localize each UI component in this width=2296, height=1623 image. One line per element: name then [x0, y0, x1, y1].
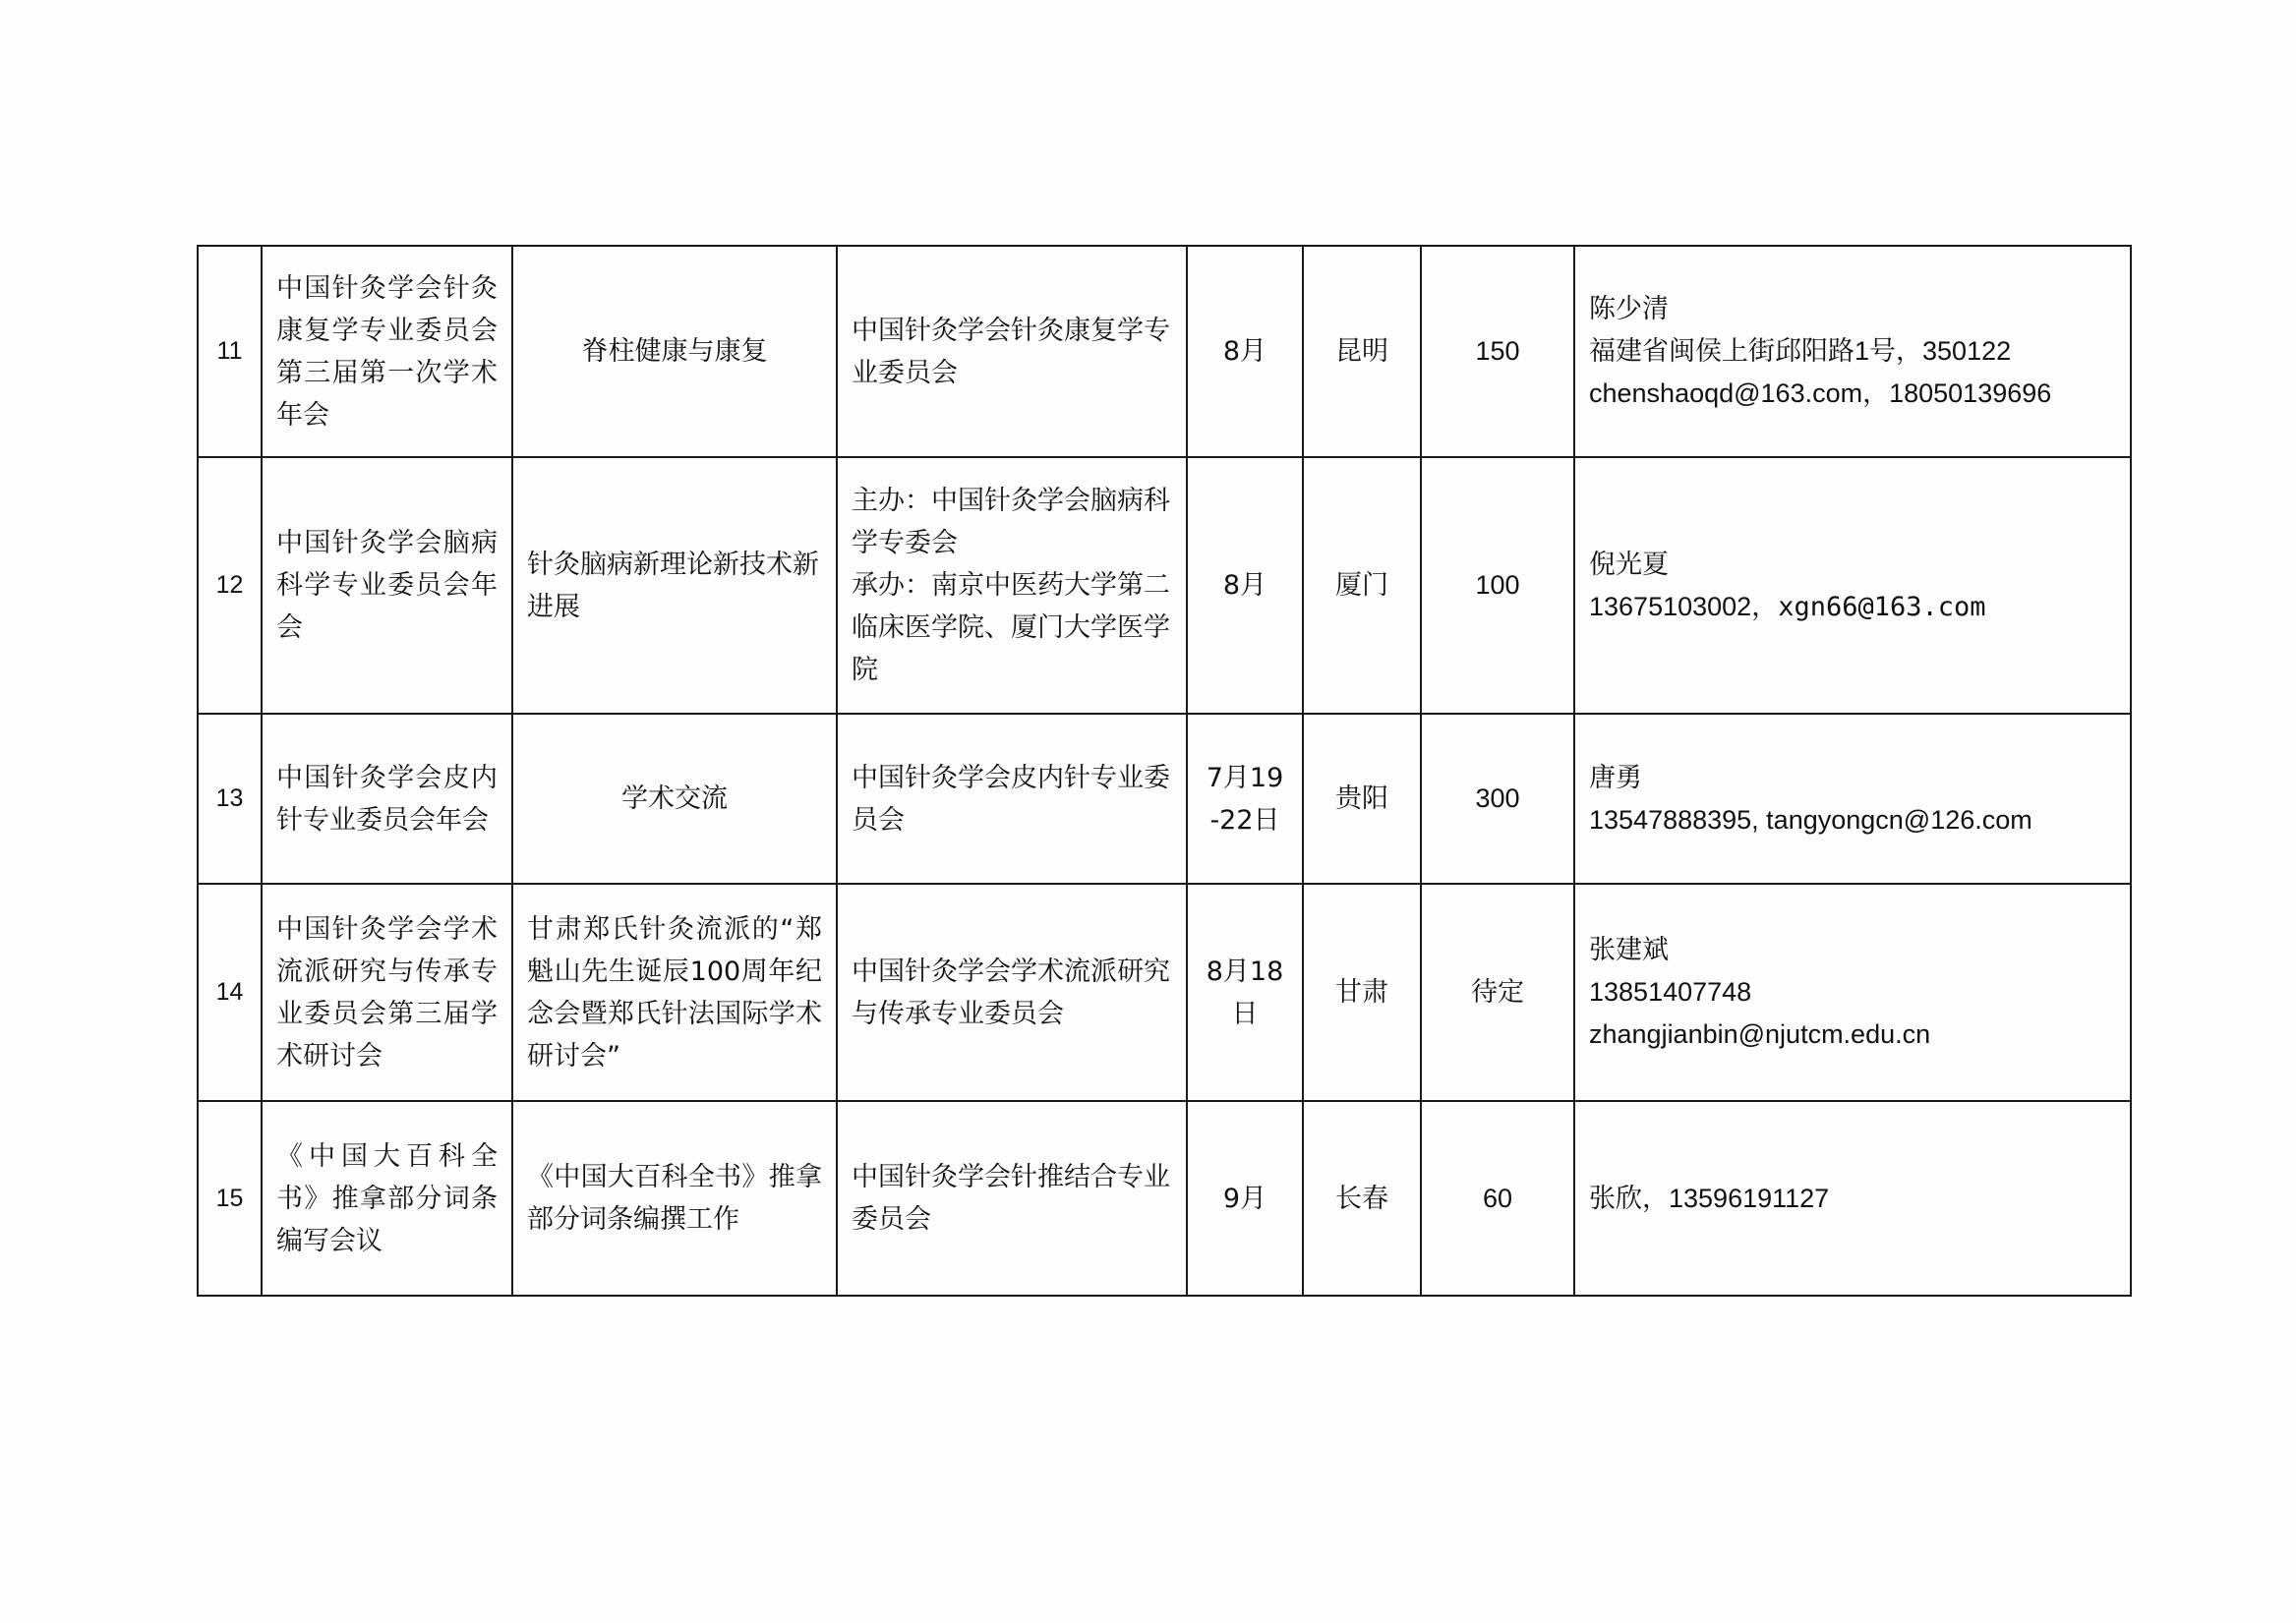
meeting-theme: 脊柱健康与康复 [512, 246, 837, 457]
row-number: 12 [198, 457, 262, 714]
meeting-name: 中国针灸学会皮内针专业委员会年会 [262, 714, 512, 884]
attendee-count: 300 [1421, 714, 1574, 884]
meeting-place: 昆明 [1303, 246, 1421, 457]
meeting-date: 8月 [1187, 246, 1303, 457]
table-row [198, 457, 2131, 714]
meeting-organizer [837, 457, 1187, 714]
meeting-place: 厦门 [1303, 457, 1421, 714]
meeting-name: 中国针灸学会学术流派研究与传承专业委员会第三届学术研讨会 [262, 884, 512, 1101]
row-number: 11 [198, 246, 262, 457]
meeting-organizer: 中国针灸学会针推结合专业委员会 [837, 1101, 1187, 1296]
attendee-count: 待定 [1421, 884, 1574, 1101]
contact-name-phone: 张欣，13596191127 [1589, 1183, 1830, 1213]
table-row [198, 1101, 2131, 1296]
contact-email: zhangjianbin@njutcm.edu.cn [1589, 1019, 1931, 1049]
contact-phone: 13675103002， [1589, 591, 1779, 621]
meeting-organizer: 中国针灸学会皮内针专业委员会 [837, 714, 1187, 884]
meeting-place: 长春 [1303, 1101, 1421, 1296]
meeting-date: 7月19-22日 [1187, 714, 1303, 884]
contact-name: 倪光夏 [1589, 549, 1669, 579]
meeting-name: 中国针灸学会针灸康复学专业委员会第三届第一次学术年会 [262, 246, 512, 457]
organizer-undertaker: 承办：南京中医药大学第二临床医学院、厦门大学医学院 [852, 570, 1170, 685]
meeting-name: 中国针灸学会脑病科学专业委员会年会 [262, 457, 512, 714]
row-number: 15 [198, 1101, 262, 1296]
contact-info [1574, 246, 2131, 457]
row-number: 14 [198, 884, 262, 1101]
meeting-date: 8月18日 [1187, 884, 1303, 1101]
meeting-date: 8月 [1187, 457, 1303, 714]
meeting-theme: 针灸脑病新理论新技术新进展 [512, 457, 837, 714]
contact-name: 陈少清 [1589, 294, 1669, 323]
attendee-count: 150 [1421, 246, 1574, 457]
meeting-name: 《中国大百科全书》推拿部分词条编写会议 [262, 1101, 512, 1296]
contact-info [1574, 884, 2131, 1101]
row-number: 13 [198, 714, 262, 884]
table-row [198, 246, 2131, 457]
meeting-theme: 《中国大百科全书》推拿部分词条编撰工作 [512, 1101, 837, 1296]
contact-info [1574, 1101, 2131, 1296]
table-row [198, 714, 2131, 884]
meeting-theme: 学术交流 [512, 714, 837, 884]
meeting-place: 甘肃 [1303, 884, 1421, 1101]
contact-address: 福建省闽侯上街邱阳路1号，350122 [1589, 336, 2012, 366]
meeting-date: 9月 [1187, 1101, 1303, 1296]
contact-email-phone: chenshaoqd@163.com，18050139696 [1589, 378, 2052, 408]
contact-email: xgn66@163.com [1778, 591, 1986, 622]
contact-info [1574, 457, 2131, 714]
organizer-host: 主办：中国针灸学会脑病科学专委会 [852, 486, 1170, 558]
contact-info [1574, 714, 2131, 884]
meeting-organizer: 中国针灸学会针灸康复学专业委员会 [837, 246, 1187, 457]
contact-phone: 13851407748 [1589, 977, 1752, 1007]
attendee-count: 100 [1421, 457, 1574, 714]
contact-name: 张建斌 [1589, 935, 1669, 964]
attendee-count: 60 [1421, 1101, 1574, 1296]
table-row [198, 884, 2131, 1101]
meeting-organizer: 中国针灸学会学术流派研究与传承专业委员会 [837, 884, 1187, 1101]
contact-name: 唐勇 [1589, 762, 1642, 792]
meeting-theme: 甘肃郑氏针灸流派的“郑魁山先生诞辰100周年纪念会暨郑氏针法国际学术研讨会” [512, 884, 837, 1101]
meeting-place: 贵阳 [1303, 714, 1421, 884]
contact-phone-email: 13547888395, tangyongcn@126.com [1589, 804, 2032, 835]
meetings-table [197, 245, 2132, 1297]
